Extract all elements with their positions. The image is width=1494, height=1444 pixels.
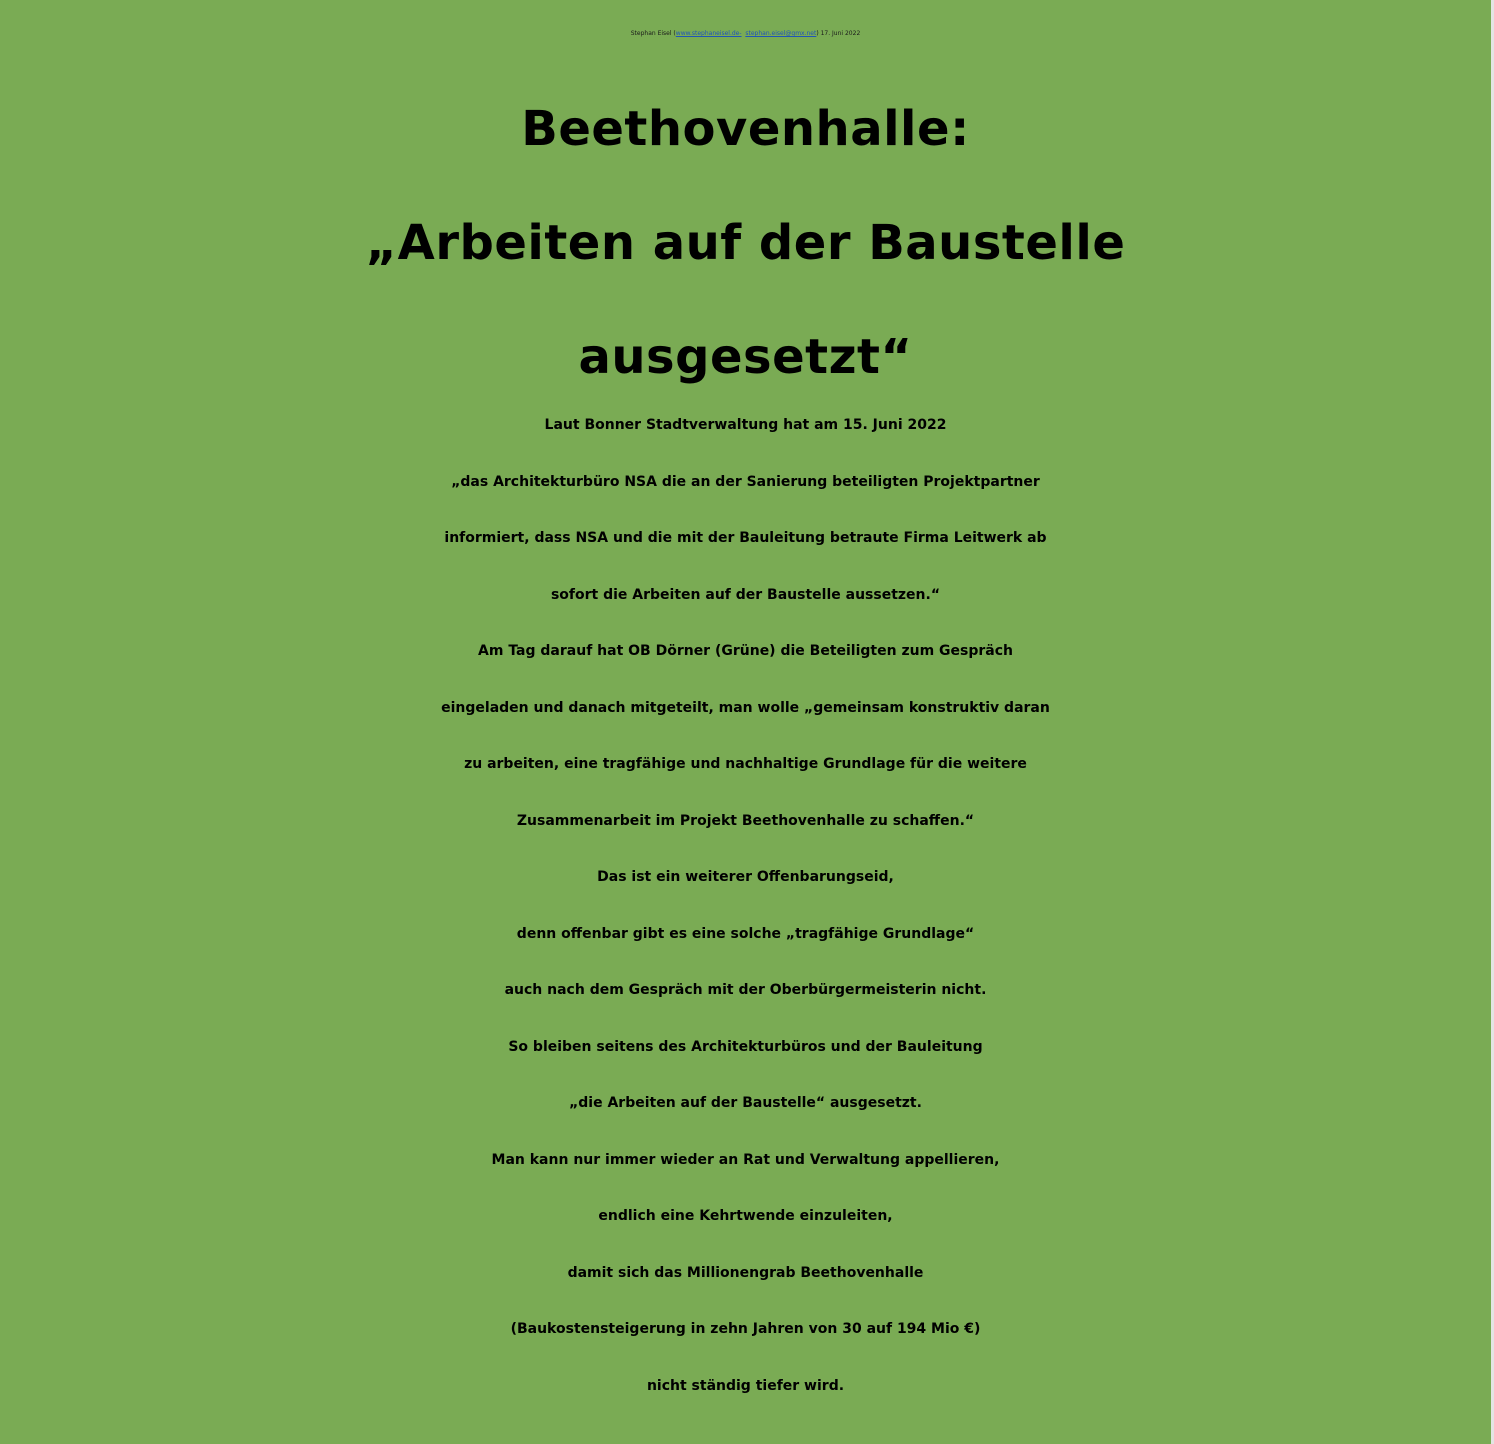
body-line: Man kann nur immer wieder an Rat und Verwaltung appellieren, [491, 1151, 1000, 1168]
body-line: auch nach dem Gespräch mit der Oberbürgermeisterin nicht. [504, 982, 987, 998]
body-line: Das ist ein weiterer Offenbarungseid, [597, 869, 894, 885]
body-line: sofort die Arbeiten auf der Baustelle aussetzen.“ [550, 586, 941, 603]
body-text [0, 397, 1491, 1414]
title-line: „Arbeiten auf der Baustelle [365, 215, 1126, 271]
body-line: (Baukostensteigerung in zehn Jahren von 30 auf 194 Mio €) [510, 1321, 981, 1337]
body-line: endlich eine Kehrtwende einzuleiten, [598, 1208, 893, 1224]
page-title [0, 72, 1491, 414]
body-line: Am Tag darauf hat OB Dörner (Grüne) die Beteiligten zum Gespräch [478, 643, 1013, 659]
body-line: eingeladen und danach mitgeteilt, man wolle „gemeinsam konstruktiv daran [441, 699, 1050, 716]
title-line: ausgesetzt“ [578, 329, 913, 385]
body-line: denn offenbar gibt es eine solche „tragfähige Grundlage“ [516, 925, 975, 942]
email-link[interactable]: stephan.eisel@gmx.net [745, 30, 817, 37]
author-name: Stephan Eisel ( [630, 30, 676, 37]
website-link[interactable]: www.stephaneisel.de- [675, 30, 742, 37]
publication-date: ) 17. Juni 2022 [816, 30, 861, 37]
body-line: damit sich das Millionengrab Beethovenhalle [567, 1264, 924, 1281]
body-line: „die Arbeiten auf der Baustelle“ ausgesetzt. [569, 1095, 922, 1111]
body-line: „das Architekturbüro NSA die an der Sanierung beteiligten Projektpartner [451, 473, 1040, 490]
body-line: So bleiben seitens des Architekturbüros und der Bauleitung [508, 1038, 983, 1055]
body-line: Zusammenarbeit im Projekt Beethovenhalle zu schaffen.“ [516, 812, 975, 829]
title-line: Beethovenhalle: [521, 101, 970, 157]
body-line: Laut Bonner Stadtverwaltung hat am 15. Juni 2022 [544, 417, 947, 433]
body-line: zu arbeiten, eine tragfähige und nachhaltige Grundlage für die weitere [464, 756, 1027, 772]
body-line: informiert, dass NSA und die mit der Bauleitung betraute Firma Leitwerk ab [444, 530, 1047, 546]
author-byline [0, 14, 1491, 54]
body-line: nicht ständig tiefer wird. [646, 1377, 845, 1394]
